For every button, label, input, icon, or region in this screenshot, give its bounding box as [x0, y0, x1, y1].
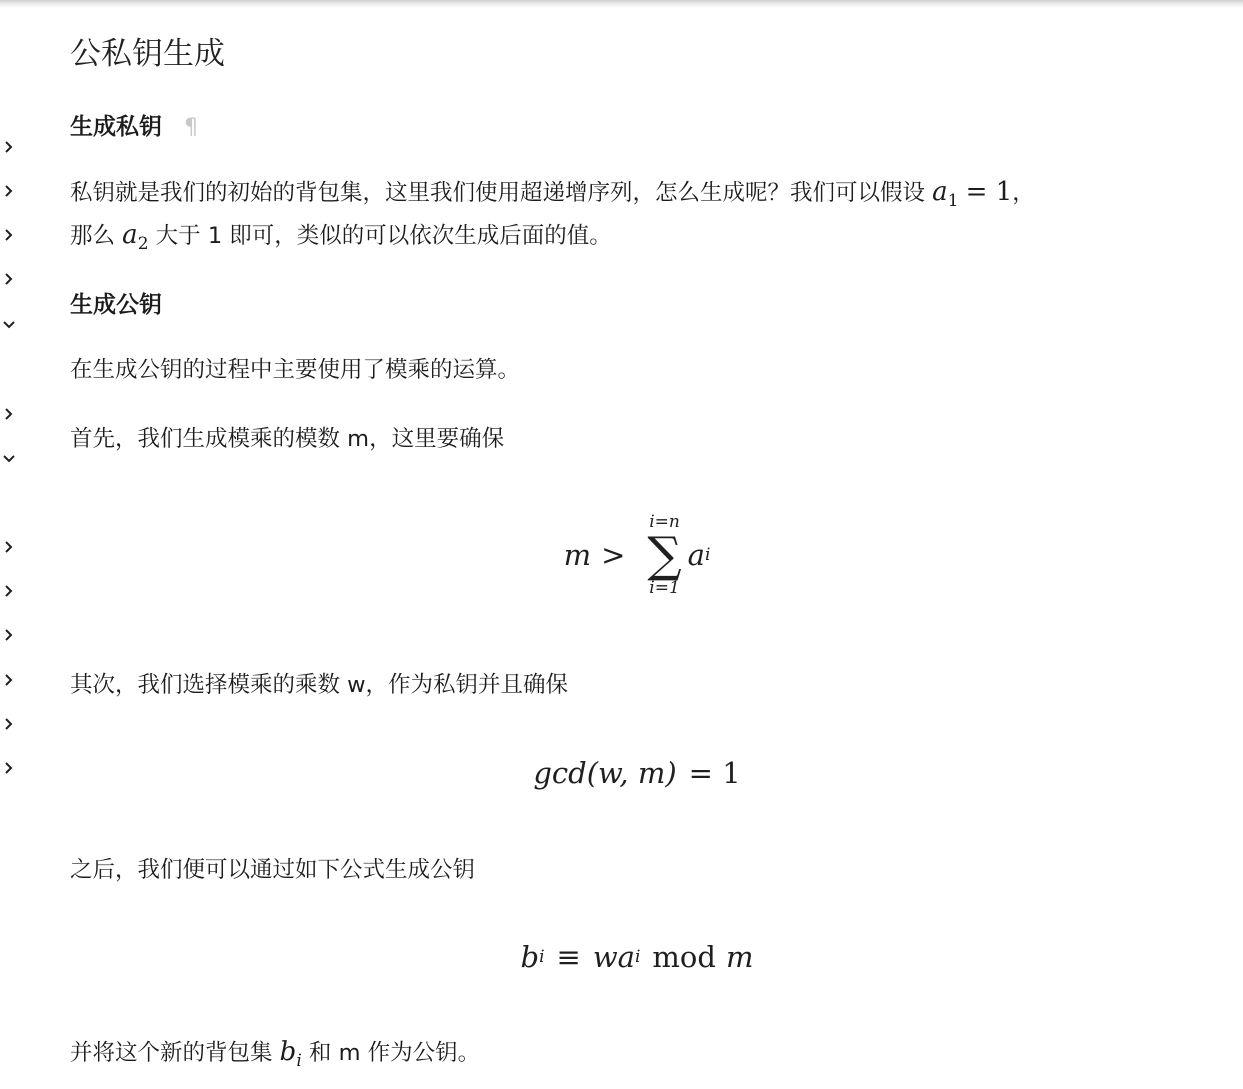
- fold-gutter: [0, 0, 30, 1089]
- math-sub: i: [296, 1051, 302, 1071]
- summation: [647, 512, 681, 598]
- chevron-right-icon[interactable]: [2, 272, 16, 286]
- sum-lower: i=1: [649, 578, 680, 598]
- chevron-right-icon[interactable]: [2, 407, 16, 421]
- heading-text: 生成私钥: [70, 114, 162, 140]
- top-shadow: [0, 0, 1243, 8]
- math-sub: 1: [947, 191, 959, 211]
- public-key-para-2: 首先，我们生成模乘的模数 m，这里要确保: [70, 426, 505, 452]
- math-sub: i: [539, 947, 545, 967]
- equation-mod: [70, 940, 1204, 974]
- math-m: m: [725, 940, 754, 974]
- para-punct: ，: [1012, 180, 1035, 206]
- private-key-heading: [70, 108, 198, 141]
- math-term: a: [687, 538, 705, 572]
- chevron-down-icon[interactable]: [2, 452, 16, 466]
- para-text: 大于 1 即可，类似的可以依次生成后面的值。: [155, 223, 612, 249]
- para-text: 和 m 作为公钥。: [308, 1040, 481, 1066]
- math-wa: wa: [592, 940, 635, 974]
- page-title: 公私钥生成: [70, 36, 225, 72]
- sigma-symbol: ∑: [647, 527, 682, 583]
- math-rhs: = 1: [688, 756, 741, 790]
- equation-sum: [70, 512, 1204, 598]
- chevron-right-icon[interactable]: [2, 761, 16, 775]
- math-var: a: [122, 220, 138, 250]
- para-text: 私钥就是我们的初始的背包集，这里我们使用超递增序列，怎么生成呢？我们可以假设: [70, 180, 926, 206]
- sum-upper: i=n: [649, 512, 680, 532]
- public-key-para-3: 其次，我们选择模乘的乘数 w，作为私钥并且确保: [70, 672, 569, 698]
- math-rel: >: [601, 538, 626, 572]
- chevron-right-icon[interactable]: [2, 228, 16, 242]
- chevron-right-icon[interactable]: [2, 628, 16, 642]
- public-key-heading: 生成公钥: [70, 292, 162, 318]
- math-b: b: [520, 940, 540, 974]
- math-var: a: [932, 177, 948, 207]
- math-mod: mod: [652, 940, 716, 974]
- para-text: 并将这个新的背包集: [70, 1040, 273, 1066]
- chevron-down-icon[interactable]: [2, 318, 16, 332]
- anchor-link[interactable]: ¶: [184, 115, 198, 140]
- math-var: b: [279, 1037, 297, 1067]
- chevron-right-icon[interactable]: [2, 717, 16, 731]
- chevron-right-icon[interactable]: [2, 540, 16, 554]
- chevron-right-icon[interactable]: [2, 140, 16, 154]
- equation-gcd: [70, 756, 1204, 790]
- math-lhs: m: [563, 538, 592, 572]
- para-text: 那么: [70, 223, 116, 249]
- math-gcd: gcd(w, m): [533, 756, 677, 790]
- chevron-right-icon[interactable]: [2, 184, 16, 198]
- math-equiv: ≡: [556, 940, 581, 974]
- chevron-right-icon[interactable]: [2, 584, 16, 598]
- math-eq: = 1: [965, 177, 1013, 207]
- math-sub: 2: [137, 234, 149, 254]
- public-key-para-5: [70, 1030, 480, 1083]
- public-key-para-4: 之后，我们便可以通过如下公式生成公钥: [70, 857, 476, 883]
- private-key-para-line2: [70, 213, 612, 266]
- public-key-para-1: 在生成公钥的过程中主要使用了模乘的运算。: [70, 357, 521, 383]
- chevron-right-icon[interactable]: [2, 673, 16, 687]
- math-sub: i: [704, 545, 711, 565]
- math-sub: i: [634, 947, 641, 967]
